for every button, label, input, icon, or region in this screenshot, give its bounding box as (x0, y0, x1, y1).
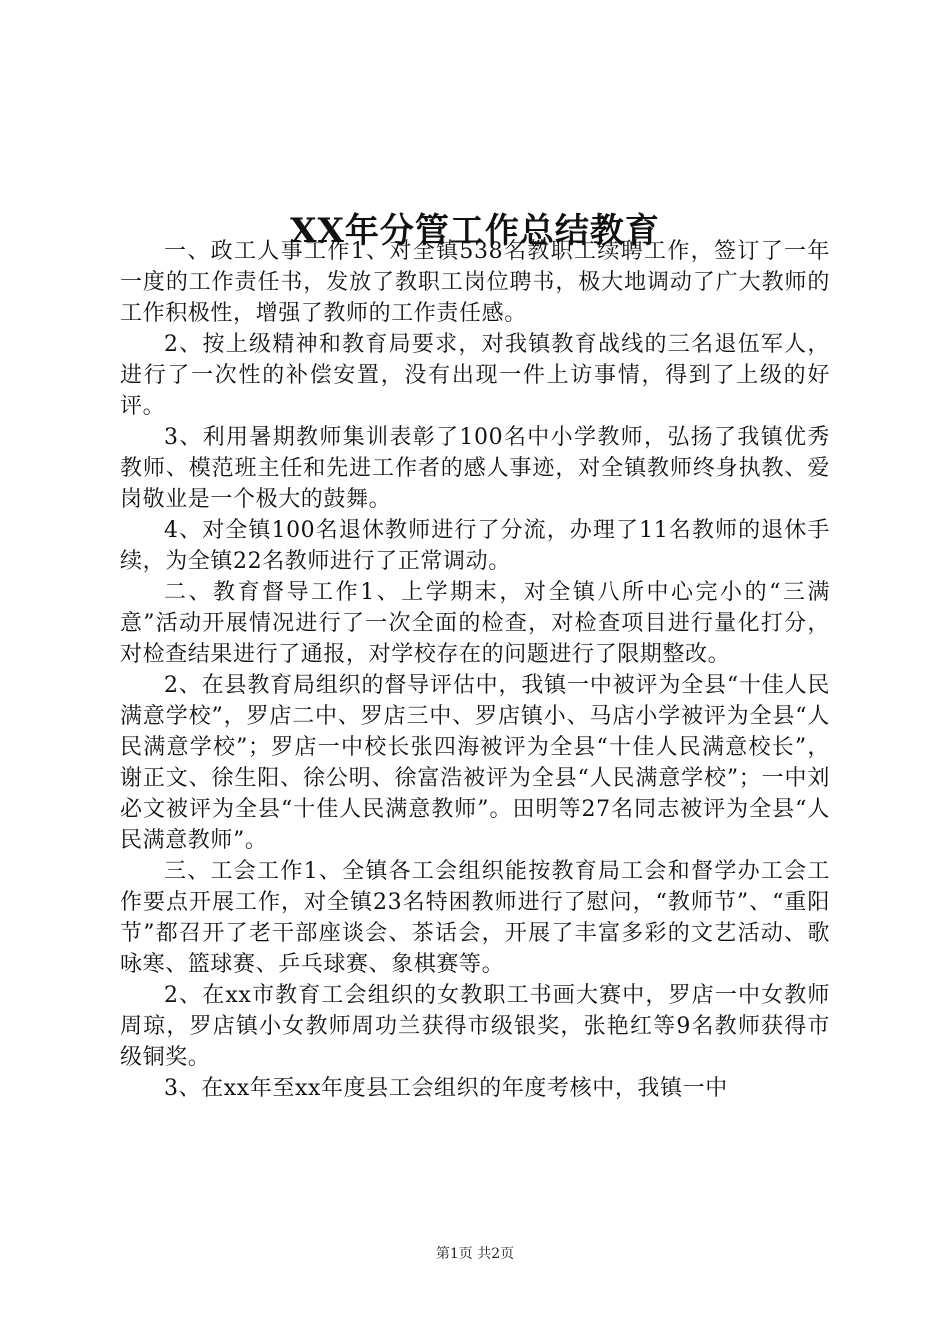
paragraph: 三、工会工作1、全镇各工会组织能按教育局工会和督学办工会工作要点开展工作，对全镇23名特困教师进行了慰问，“教师节”、“重阳节”都召开了老干部座谈会、茶话会，开展了丰富多彩的文艺活动、歌咏寒、篮球赛、乒乓球赛、象棋赛等。 (120, 859, 830, 977)
document-body (120, 236, 830, 1104)
paragraph: 2、在县教育局组织的督导评估中，我镇一中被评为全县“十佳人民满意学校”，罗店二中、罗店三中、罗店镇小、马店小学被评为全县“人民满意学校”；罗店一中校长张四海被评为全县“十佳人民满意校长”，谢正文、徐生阳、徐公明、徐富浩被评为全县“人民满意学校”；一中刘必文被评为全县“十佳人民满意教师”。田明等27名同志被评为全县“人民满意教师”。 (120, 673, 830, 853)
paragraph: 一、政工人事工作1、对全镇538名教职工续聘工作，签订了一年一度的工作责任书，发放了教职工岗位聘书，极大地调动了广大教师的工作积极性，增强了教师的工作责任感。 (120, 239, 830, 326)
paragraph: 3、在xx年至xx年度县工会组织的年度考核中，我镇一中 (164, 1076, 728, 1101)
paragraph: 2、在xx市教育工会组织的女教职工书画大赛中，罗店一中女教师周琼，罗店镇小女教师周功兰获得市级银奖，张艳红等9名教师获得市级铜奖。 (120, 983, 830, 1070)
paragraph: 2、按上级精神和教育局要求，对我镇教育战线的三名退伍军人，进行了一次性的补偿安置，没有出现一件上访事情，得到了上级的好评。 (120, 332, 830, 419)
page-footer: 第1页 共2页 (435, 1246, 515, 1262)
paragraph: 二、教育督导工作1、上学期末，对全镇八所中心完小的“三满意”活动开展情况进行了一次全面的检查，对检查项目进行量化打分，对检查结果进行了通报，对学校存在的问题进行了限期整改。 (120, 580, 830, 667)
paragraph: 4、对全镇100名退休教师进行了分流，办理了11名教师的退休手续，为全镇22名教师进行了正常调动。 (120, 518, 830, 574)
document-title: XX年分管工作总结教育 (290, 210, 660, 251)
paragraph: 3、利用暑期教师集训表彰了100名中小学教师，弘扬了我镇优秀教师、模范班主任和先进工作者的感人事迹，对全镇教师终身执教、爱岗敬业是一个极大的鼓舞。 (120, 425, 830, 512)
